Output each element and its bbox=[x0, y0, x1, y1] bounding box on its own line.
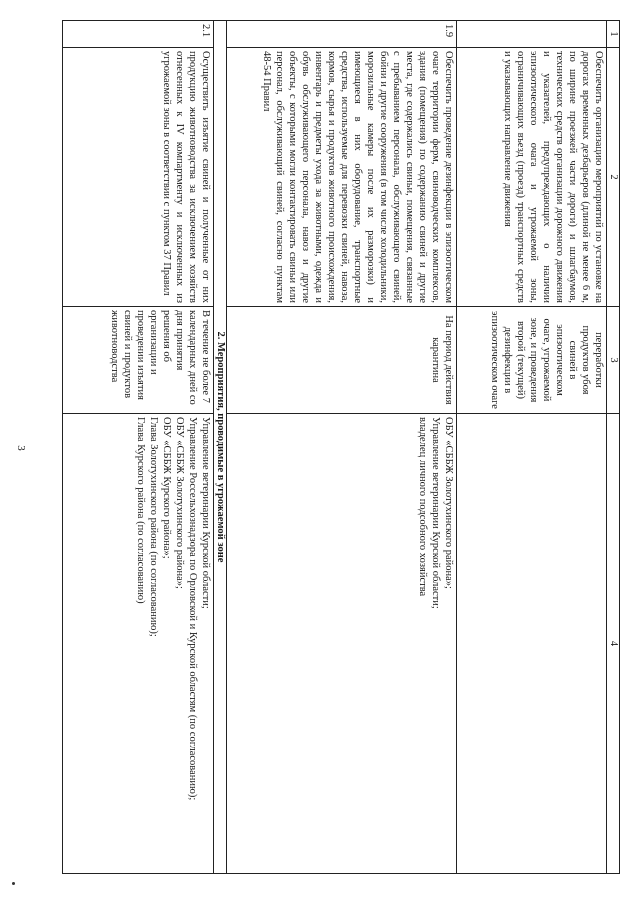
row-responsible bbox=[457, 414, 607, 874]
rotated-table-wrapper bbox=[62, 20, 640, 801]
row-measure: Осуществить изъятие свиней и полученные от них продукцию животноводства за исключением хозяйств отнесенных к IV компартменту и исключенных из угрожаемой зоны в соответствии с пунктом 37 Правил bbox=[63, 48, 214, 307]
table-rotation bbox=[62, 20, 620, 845]
header-col-4: 4 bbox=[607, 414, 620, 874]
responsible-line: владелец личного подсобного хозяйства bbox=[417, 417, 428, 597]
responsible-line: ОБУ «СББЖ Золотухинского района»; bbox=[174, 417, 185, 589]
table-row bbox=[457, 21, 607, 874]
table-row bbox=[63, 21, 214, 874]
responsible-line: Глава Курского района (по согласованию) bbox=[135, 417, 146, 604]
section-title: 2. Мероприятия, проводимые в угрожаемой зоне bbox=[214, 21, 227, 874]
row-number bbox=[457, 21, 607, 48]
section-header-row bbox=[214, 21, 227, 874]
responsible-line: ОБУ «СББЖ Курского района»; bbox=[161, 417, 172, 559]
table-header-row bbox=[607, 21, 620, 874]
table-row bbox=[227, 21, 457, 874]
header-col-2: 2 bbox=[607, 48, 620, 307]
responsible-line: Управление Россельхознадзора по Орловской и Курской областям (по согласованию); bbox=[187, 417, 198, 801]
row-responsible bbox=[227, 414, 457, 874]
measures-table bbox=[62, 20, 620, 874]
row-term: переработки продуктов убоя свиней в эпизоотическом очаге, угрожаемой зоне, и проведения второй (текущей) дезинфекции в эпизоотическом очаге bbox=[457, 307, 607, 414]
row-number: 2.1 bbox=[63, 21, 214, 48]
responsible-line: Глава Золотухинского района (по согласованию); bbox=[148, 417, 159, 637]
row-measure: Обеспечить организацию мероприятий по установке на дорогах временных дезбарьеров (длиной не менее 6 м, по ширине проезжей части дороги) и шлагбаумов, технических средств организации дорожного движения и указателей, предупреждающих о наличии эпизоотического очага и угрожаемой зоны, ограничивающих въезд (проезд) транспортных средств и указывающих направление движения bbox=[457, 48, 607, 307]
row-term: В течение не более 7 календарных дней со дня принятия решения об организации и проведении изъятия свиней и продуктов животноводства bbox=[63, 307, 214, 414]
row-responsible bbox=[63, 414, 214, 874]
responsible-line: Управление ветеринарии Курской области; bbox=[430, 417, 441, 609]
page-number: 3 bbox=[14, 445, 27, 451]
row-number: 1.9 bbox=[227, 21, 457, 48]
row-measure: Обеспечить проведение дезинфекции в эпизоотическом очаге территории ферм, свиноводческих комплексов, здания (помещения) по содержанию свиней и другие места, где содержались свиньи, помещения, связанные с пребыванием персонала, обслуживающего свиней, бойни и другие сооружения (в том числе холодильники, морозильные камеры после их разморозки) и имеющиеся в них оборудование, транспортные средства, используемые для перевозки свиней, навоза, кормов, сырья и продуктов животного происхождения, инвентарь и предметы ухода за животными, одежда и обувь обслуживающего персонала, навоз и другие объекты, с которыми могли контактировать свиньи или персонал, обслуживающий свиней, согласно пунктам 48-54 Правил bbox=[227, 48, 457, 307]
header-col-1: 1 bbox=[607, 21, 620, 48]
responsible-line: Управление ветеринарии Курской области; bbox=[200, 417, 211, 609]
row-term: На период действия карантина bbox=[227, 307, 457, 414]
responsible-line: ОБУ «СББЖ Золотухинского района»; bbox=[443, 417, 454, 589]
scan-speck bbox=[12, 882, 15, 885]
header-col-3: 3 bbox=[607, 307, 620, 414]
